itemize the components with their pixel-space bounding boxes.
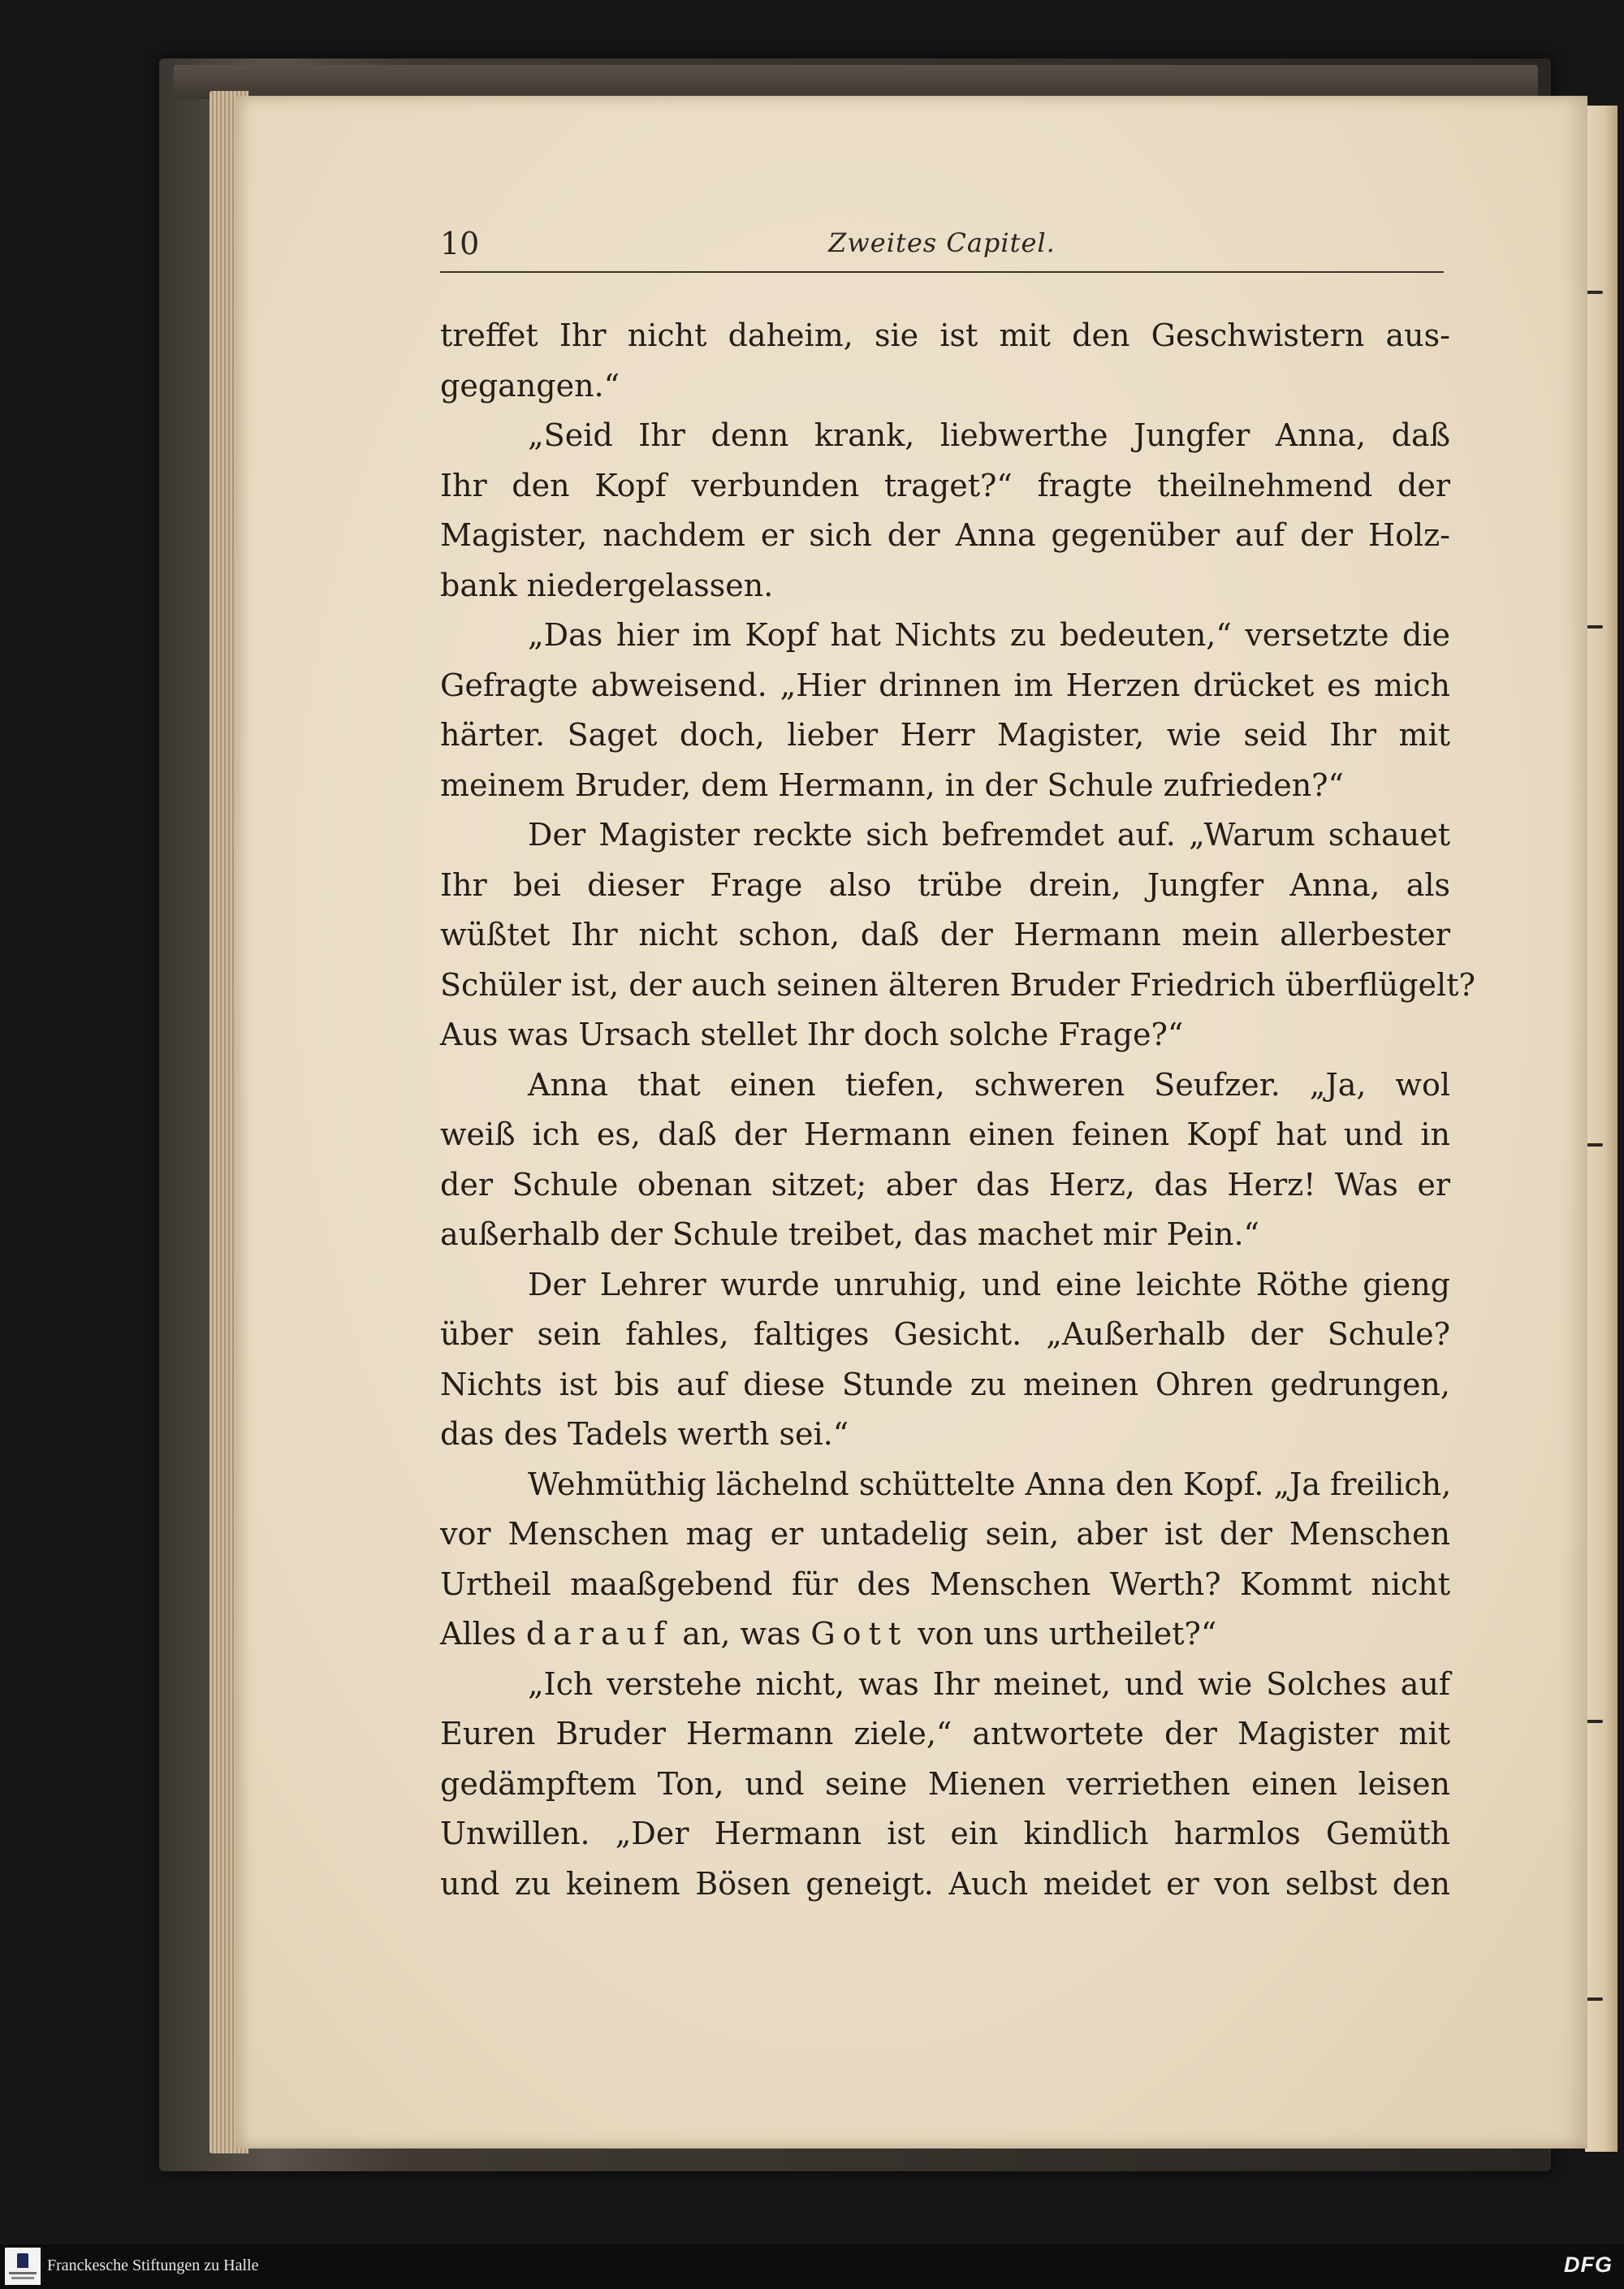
text-line: Euren Bruder Hermann ziele,“ antwortete der Magister mit xyxy=(440,1716,1450,1751)
emphasized-word: darauf xyxy=(525,1616,673,1652)
dfg-badge: DFG xyxy=(1564,2252,1613,2277)
book-cover-top-edge xyxy=(174,65,1538,99)
text-line: gedämpftem Ton, und seine Mienen verriethen einen leisen xyxy=(440,1765,1450,1802)
text-line: Der Magister reckte sich befremdet auf. „Warum schauet xyxy=(528,817,1450,853)
text-line: „Das hier im Kopf hat Nichts zu bedeuten,“ versetzte die xyxy=(528,617,1450,653)
institution-logo-icon xyxy=(5,2248,41,2285)
text-line: weiß ich es, daß der Hermann einen feinen Kopf hat und in xyxy=(440,1116,1450,1152)
text-line: und zu keinem Bösen geneigt. Auch meidet er von selbst den xyxy=(440,1865,1450,1902)
text-line: Gefragte abweisend. „Hier drinnen im Herzen drücket es mich xyxy=(440,667,1450,703)
page-header xyxy=(440,219,1444,276)
text-line: härter. Saget doch, lieber Herr Magister, wie seid Ihr mit xyxy=(440,717,1450,753)
text-line: wüßtet Ihr nicht schon, daß der Hermann mein allerbester xyxy=(440,917,1450,952)
text-line: der Schule obenan sitzet; aber das Herz, das Herz! Was er xyxy=(440,1166,1450,1203)
header-rule xyxy=(440,271,1444,273)
text-line: vor Menschen mag er untadelig sein, aber ist der Menschen xyxy=(440,1516,1450,1552)
text-segment: an, was xyxy=(672,1616,811,1652)
institution-name: Franckesche Stiftungen zu Halle xyxy=(47,2257,259,2274)
text-line: gegangen.“ xyxy=(440,367,620,404)
text-line: Anna that einen tiefen, schweren Seufzer. „Ja, wol xyxy=(528,1066,1450,1103)
running-head: Zweites Capitel. xyxy=(828,227,1056,258)
text-line: Ihr den Kopf verbunden traget?“ fragte theilnehmend der xyxy=(440,467,1450,503)
text-line: Nichts ist bis auf diese Stunde zu meinen Ohren gedrungen, xyxy=(440,1366,1450,1402)
text-line: Unwillen. „Der Hermann ist ein kindlich harmlos Gemüth xyxy=(440,1816,1450,1851)
text-line: außerhalb der Schule treibet, das machet mir Pein.“ xyxy=(440,1216,1259,1252)
text-segment: Alles xyxy=(440,1616,526,1652)
page-number: 10 xyxy=(440,226,480,261)
text-line: Der Lehrer wurde unruhig, und eine leichte Röthe gieng xyxy=(528,1266,1450,1302)
text-line: bank niedergelassen. xyxy=(440,567,774,603)
text-segment: von uns urtheilet?“ xyxy=(908,1616,1217,1652)
text-line: Ihr bei dieser Frage also trübe drein, Jungfer Anna, als xyxy=(440,866,1450,903)
body-text xyxy=(440,311,1475,1909)
text-line xyxy=(440,1609,1450,1660)
text-line: „Ich verstehe nicht, was Ihr meinet, und wie Solches auf xyxy=(528,1665,1450,1702)
text-line: Magister, nachdem er sich der Anna gegenüber auf der Holz- xyxy=(440,517,1450,553)
text-line: Aus was Ursach stellet Ihr doch solche Frage?“ xyxy=(440,1017,1184,1052)
text-line: über sein fahles, faltiges Gesicht. „Außerhalb der Schule? xyxy=(440,1316,1450,1352)
text-line: Schüler ist, der auch seinen älteren Bruder Friedrich überflügelt? xyxy=(440,966,1475,1003)
text-line: treffet Ihr nicht daheim, sie ist mit den Geschwistern aus- xyxy=(440,317,1450,353)
emphasized-word: Gott xyxy=(810,1616,909,1652)
text-line: meinem Bruder, dem Hermann, in der Schule zufrieden?“ xyxy=(440,767,1344,803)
page-stack-right-edge xyxy=(1585,106,1618,2152)
text-line: Urtheil maaßgebend für des Menschen Werth? Kommt nicht xyxy=(440,1566,1450,1602)
text-line: Wehmüthig lächelnd schüttelte Anna den Kopf. „Ja freilich, xyxy=(528,1466,1452,1502)
text-line: „Seid Ihr denn krank, liebwerthe Jungfer Anna, daß xyxy=(528,417,1450,453)
text-line: das des Tadels werth sei.“ xyxy=(440,1416,849,1452)
